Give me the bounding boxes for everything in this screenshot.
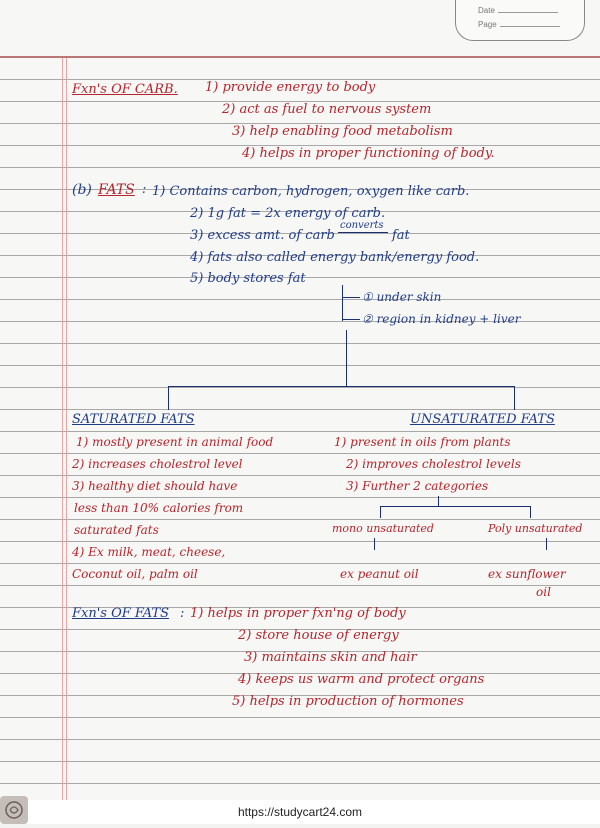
saturated-line: less than 10% calories from [74, 501, 244, 515]
storage-arrow-1 [342, 297, 360, 298]
storage-bracket [342, 285, 343, 321]
converts-arrow [338, 232, 388, 233]
unsaturated-line: 3) Further 2 categories [346, 479, 489, 493]
fats-heading: FATS [98, 182, 135, 198]
converts-to-fat: fat [392, 228, 410, 243]
fats-point: 1) Contains carbon, hydrogen, oxygen like carb. [152, 184, 470, 199]
site-logo-icon [0, 796, 28, 824]
header-rule [0, 56, 600, 58]
category-trunk [438, 496, 439, 506]
carb-function-item: 3) help enabling food metabolism [232, 124, 453, 139]
fats-section-marker: (b) [72, 182, 92, 198]
saturated-line: Coconut oil, palm oil [72, 567, 198, 581]
fat-function-item: 4) keeps us warm and protect organs [238, 672, 485, 687]
fats-point: 4) fats also called energy bank/energy food. [190, 250, 480, 265]
tree-right-leg [514, 386, 515, 410]
unsaturated-heading: UNSATURATED FATS [410, 412, 555, 427]
fats-heading-colon: : [142, 182, 147, 197]
fat-function-item: 5) helps in production of hormones [232, 694, 464, 709]
unsaturated-line: 2) improves cholestrol levels [346, 457, 521, 471]
poly-arrow [546, 538, 547, 550]
date-field: Date [478, 6, 558, 15]
poly-example: ex sunflower [488, 567, 566, 581]
mono-example: ex peanut oil [340, 567, 419, 581]
poly-unsaturated-label: Poly unsaturated [488, 522, 583, 535]
carb-function-item: 4) helps in proper functioning of body. [242, 146, 495, 161]
converts-label: converts [340, 220, 384, 231]
fat-functions-heading: Fxn's OF FATS [72, 606, 170, 621]
saturated-heading: SATURATED FATS [72, 412, 195, 427]
storage-arrow-2 [342, 319, 360, 320]
tree-left-leg [168, 386, 169, 410]
carb-function-item: 1) provide energy to body [205, 80, 376, 95]
saturated-line: 2) increases cholestrol level [72, 457, 243, 471]
carb-functions-heading: Fxn's OF CARB. [72, 82, 178, 97]
footer-url[interactable]: https://studycart24.com [237, 805, 363, 819]
saturated-line: 1) mostly present in animal food [76, 435, 274, 449]
fats-point: 5) body stores fat [190, 271, 306, 286]
mono-unsaturated-label: mono unsaturated [332, 522, 434, 535]
footer-bar [0, 800, 600, 824]
mono-arrow [374, 538, 375, 550]
saturated-line: 3) healthy diet should have [72, 479, 238, 493]
poly-example-cont: oil [536, 585, 551, 599]
fats-point: 2) 1g fat = 2x energy of carb. [190, 206, 386, 221]
category-left-leg [380, 506, 381, 518]
fat-function-item: 1) helps in proper fxn'ng of body [190, 606, 406, 621]
category-right-leg [530, 506, 531, 518]
fat-store-location: ② region in kidney + liver [362, 312, 521, 326]
date-page-box [455, 0, 585, 41]
unsaturated-line: 1) present in oils from plants [334, 435, 511, 449]
tree-branch [168, 386, 514, 387]
category-branch [380, 506, 530, 507]
page-field: Page [478, 20, 560, 29]
fat-function-item: 3) maintains skin and hair [244, 650, 417, 665]
fat-functions-colon: : [180, 606, 185, 621]
fats-point: 3) excess amt. of carb [190, 228, 335, 243]
carb-function-item: 2) act as fuel to nervous system [222, 102, 432, 117]
fat-function-item: 2) store house of energy [238, 628, 399, 643]
tree-trunk [346, 330, 347, 386]
saturated-line: saturated fats [74, 523, 159, 537]
saturated-line: 4) Ex milk, meat, cheese, [72, 545, 226, 559]
fat-store-location: ① under skin [362, 290, 442, 304]
